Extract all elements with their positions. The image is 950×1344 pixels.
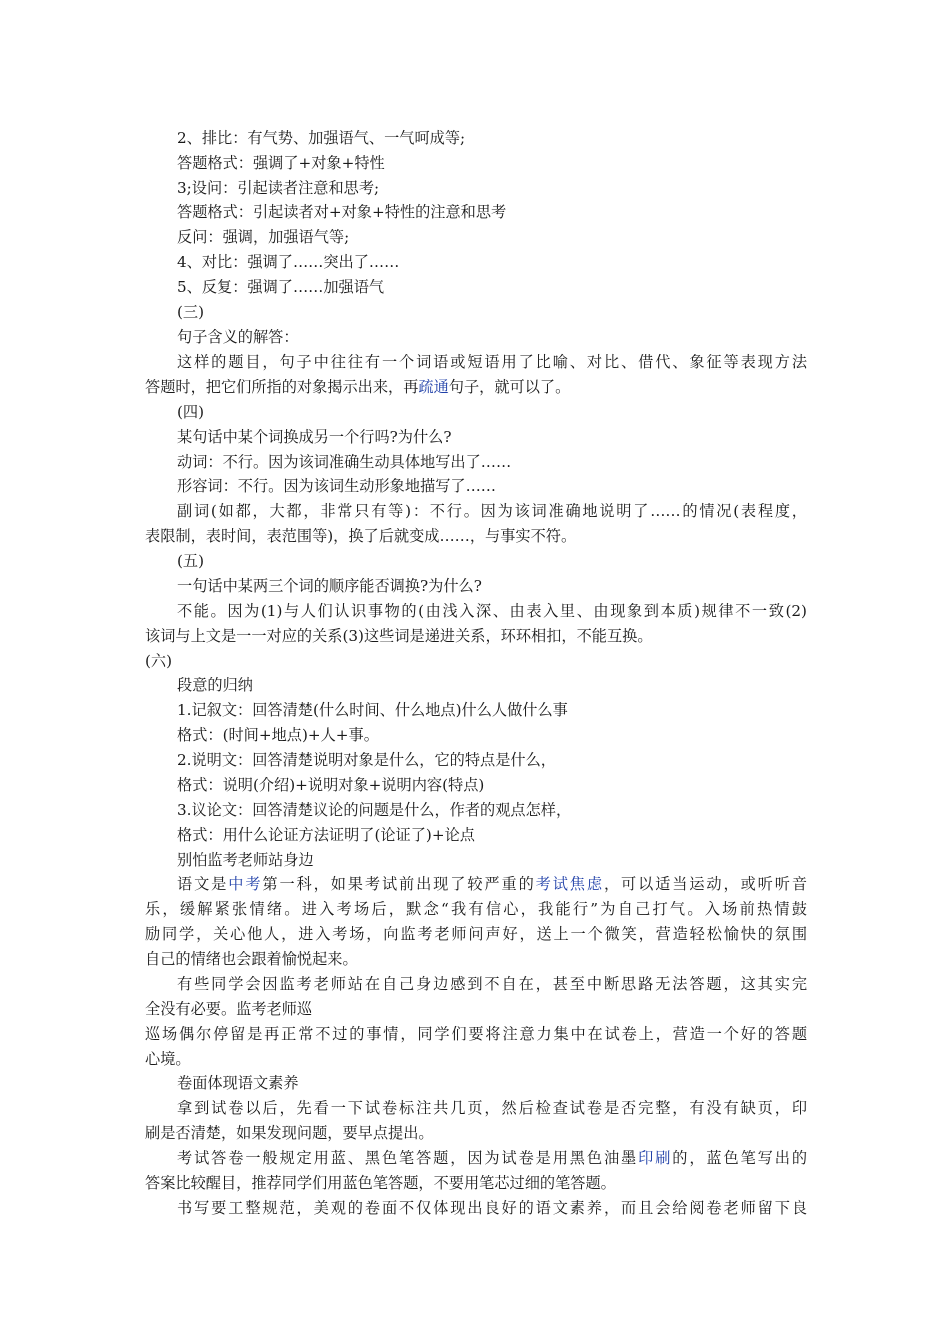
hyperlink-printing[interactable]: 印刷 <box>638 1149 673 1167</box>
text-line: 心境。 <box>145 1050 191 1068</box>
text-line: 励同学，关心他人，进入考场，向监考老师问声好，送上一个微笑，营造轻松愉快的氛围 <box>145 925 807 943</box>
text-line: 3.议论文：回答清楚议论的问题是什么，作者的观点怎样， <box>177 801 572 819</box>
text-line: 该词与上文是一一对应的关系(3)这些词是递进关系，环环相扣，不能互换。 <box>145 627 653 645</box>
hyperlink-zhongkao[interactable]: 中考 <box>228 875 263 893</box>
text-line: 格式：(时间+地点)+人+事。 <box>177 726 379 744</box>
text-line: 2.说明文：回答清楚说明对象是什么，它的特点是什么， <box>177 751 556 769</box>
section-marker: (三) <box>177 303 205 321</box>
text-line: 5、反复：强调了……加强语气 <box>177 278 385 296</box>
text-line: 答案比较醒目，推荐同学们用蓝色笔答题，不要用笔芯过细的笔答题。 <box>145 1174 616 1192</box>
text-line: 4、对比：强调了……突出了…… <box>177 253 400 271</box>
section-marker: (四) <box>177 403 205 421</box>
text-line: 刷是否清楚，如果发现问题，要早点提出。 <box>145 1124 434 1142</box>
section-heading: 卷面体现语文素养 <box>177 1074 299 1092</box>
text-line: 表限制，表时间，表范围等)，换了后就变成……，与事实不符。 <box>145 527 577 545</box>
text-line: 格式：说明(介绍)+说明对象+说明内容(特点) <box>177 776 485 794</box>
section-marker: (五) <box>177 552 205 570</box>
hyperlink-shutong[interactable]: 疏通 <box>418 378 449 396</box>
text-line: 动词：不行。因为该词准确生动具体地写出了…… <box>177 453 512 471</box>
text-line: 答题格式：引起读者对+对象+特性的注意和思考 <box>177 203 507 221</box>
section-heading: 段意的归纳 <box>177 676 253 694</box>
text-line: 不能。因为(1)与人们认识事物的(由浅入深、由表入里、由现象到本质)规律不一致(2) <box>177 602 807 620</box>
section-marker: (六) <box>145 652 173 670</box>
text-line: 书写要工整规范，美观的卷面不仅体现出良好的语文素养，而且会给阅卷老师留下良 <box>177 1199 807 1217</box>
text-line: 2、排比：有气势、加强语气、一气呵成等; <box>177 129 466 147</box>
text-line: 形容词：不行。因为该词生动形象地描写了…… <box>177 477 496 495</box>
text-line: 3;设问：引起读者注意和思考; <box>177 179 380 197</box>
text-line: 这样的题目，句子中往往有一个词语或短语用了比喻、对比、借代、象征等表现方法 <box>177 353 807 371</box>
text-line: 反问：强调，加强语气等; <box>177 228 350 246</box>
text-line-with-link: 语文是中考第一科，如果考试前出现了较严重的考试焦虑，可以适当运动，或听听音 <box>177 875 807 893</box>
text-line: 巡场偶尔停留是再正常不过的事情，同学们要将注意力集中在试卷上，营造一个好的答题 <box>145 1025 807 1043</box>
text-line: 拿到试卷以后，先看一下试卷标注共几页，然后检查试卷是否完整，有没有缺页，印 <box>177 1099 807 1117</box>
text-line: 有些同学会因监考老师站在自己身边感到不自在，甚至中断思路无法答题，这其实完 <box>177 975 807 993</box>
text-line: 自己的情绪也会跟着愉悦起来。 <box>145 950 358 968</box>
text-line: 全没有必要。监考老师巡 <box>145 1000 313 1018</box>
text-line: 答题格式：强调了+对象+特性 <box>177 154 385 172</box>
section-heading: 别怕监考老师站身边 <box>177 851 314 869</box>
text-line: 1.记叙文：回答清楚(什么时间、什么地点)什么人做什么事 <box>177 701 568 719</box>
hyperlink-exam-anxiety[interactable]: 考试焦虑 <box>535 875 604 893</box>
text-line-with-link: 考试答卷一般规定用蓝、黑色笔答题，因为试卷是用黑色油墨印刷的，蓝色笔写出的 <box>177 1149 807 1167</box>
text-line: 乐，缓解紧张情绪。进入考场后，默念“我有信心，我能行”为自己打气。入场前热情鼓 <box>145 900 807 918</box>
section-heading: 某句话中某个词换成另一个行吗?为什么? <box>177 428 452 446</box>
section-heading: 一句话中某两三个词的顺序能否调换?为什么? <box>177 577 482 595</box>
text-line: 格式：用什么论证方法证明了(论证了)+论点 <box>177 826 475 844</box>
text-line: 副词(如都，大都，非常只有等)：不行。因为该词准确地说明了……的情况(表程度， <box>177 502 807 520</box>
text-line-with-link: 答题时，把它们所指的对象揭示出来，再疏通句子，就可以了。 <box>145 378 571 396</box>
section-heading: 句子含义的解答： <box>177 328 299 346</box>
